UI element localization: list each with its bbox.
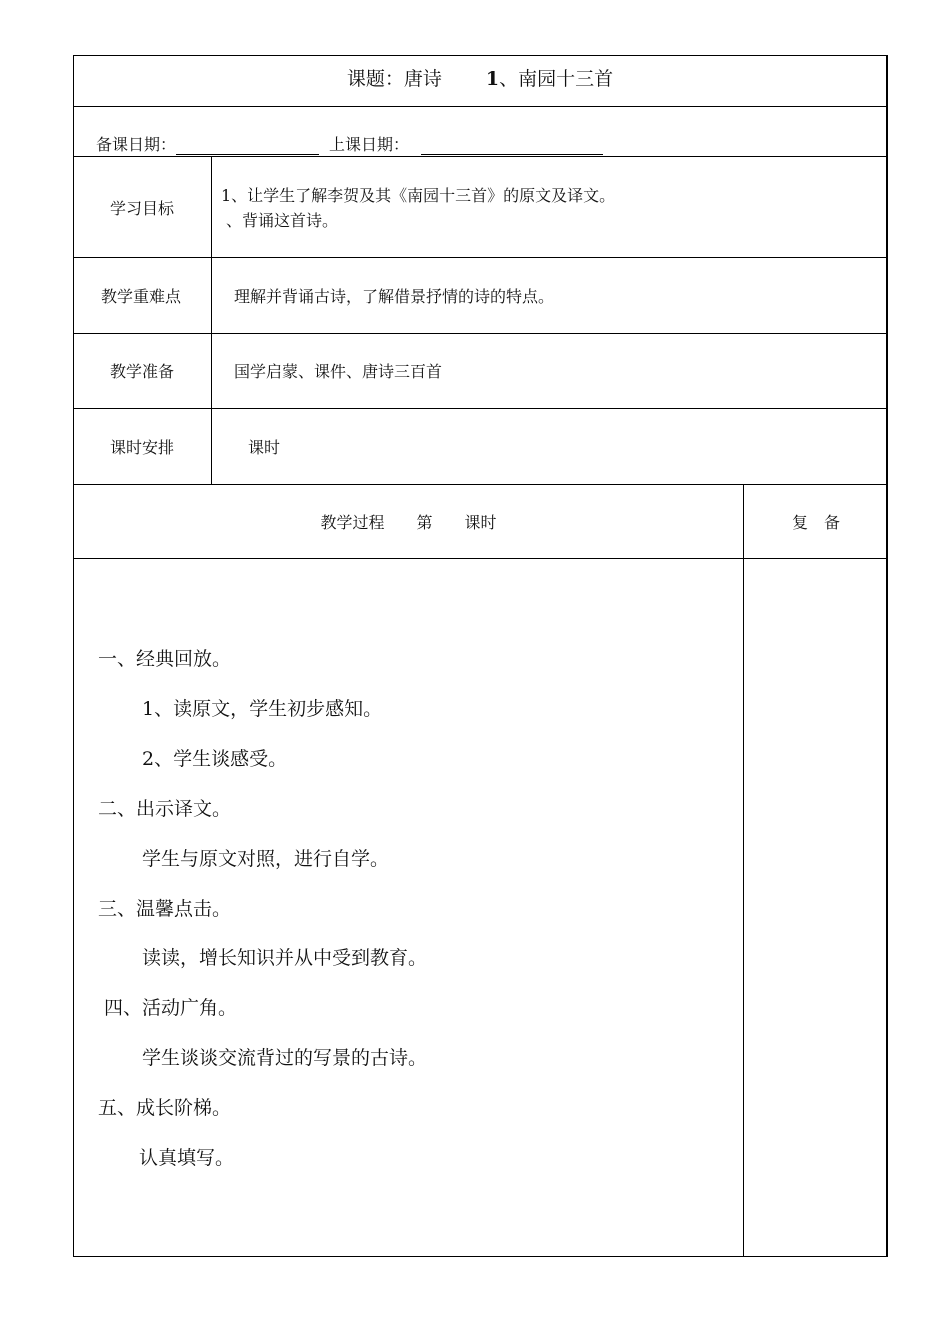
schedule-label: 课时安排 <box>110 438 175 457</box>
row-divider <box>74 408 886 409</box>
process-line: 二、出示译文。 <box>98 798 232 820</box>
schedule-value: 课时 <box>248 438 281 457</box>
process-line: 学生与原文对照，进行自学。 <box>142 848 390 870</box>
process-line: 认真填写。 <box>139 1147 235 1169</box>
row-divider <box>74 257 886 258</box>
class-date-field[interactable] <box>421 136 603 155</box>
row-divider <box>74 106 886 107</box>
process-line: 2、学生谈感受。 <box>142 748 288 770</box>
page-title <box>74 64 886 91</box>
row-divider <box>74 484 886 485</box>
title-number: 1 <box>485 68 500 90</box>
process-header-side: 复 备 <box>791 513 840 532</box>
goals-label: 学习目标 <box>110 199 175 218</box>
process-line: 1、读原文，学生初步感知。 <box>142 698 383 720</box>
date-row <box>96 132 603 155</box>
process-line: 读读，增长知识并从中受到教育。 <box>142 947 428 969</box>
process-line: 一、经典回放。 <box>98 648 232 670</box>
prep-date-field[interactable] <box>176 136 319 155</box>
side-column-divider <box>743 484 744 1257</box>
process-line: 三、温馨点击。 <box>98 898 232 920</box>
title-name: 、南园十三首 <box>499 68 614 90</box>
key-points-value: 理解并背诵古诗，了解借景抒情的诗的特点。 <box>234 287 555 306</box>
class-date-label: 上课日期： <box>329 135 410 154</box>
goals-line-1: 1、让学生了解李贺及其《南园十三首》的原文及译文。 <box>221 186 616 205</box>
title-label: 课题：唐诗 <box>346 68 442 90</box>
row-divider <box>74 558 886 559</box>
process-header-title: 教学过程 第 课时 <box>320 513 497 532</box>
preparation-label: 教学准备 <box>110 362 175 381</box>
row-divider <box>74 333 886 334</box>
key-points-label: 教学重难点 <box>101 287 182 306</box>
process-line: 四、活动广角。 <box>104 997 238 1019</box>
goals-line-2: 、背诵这首诗。 <box>226 211 339 230</box>
preparation-value: 国学启蒙、课件、唐诗三百首 <box>234 362 443 381</box>
lesson-plan-table <box>73 55 888 1257</box>
process-line: 五、成长阶梯。 <box>98 1097 232 1119</box>
label-column-divider <box>211 156 212 484</box>
row-divider <box>74 156 886 157</box>
prep-date-label: 备课日期： <box>96 135 177 154</box>
process-line: 学生谈谈交流背过的写景的古诗。 <box>142 1047 428 1069</box>
